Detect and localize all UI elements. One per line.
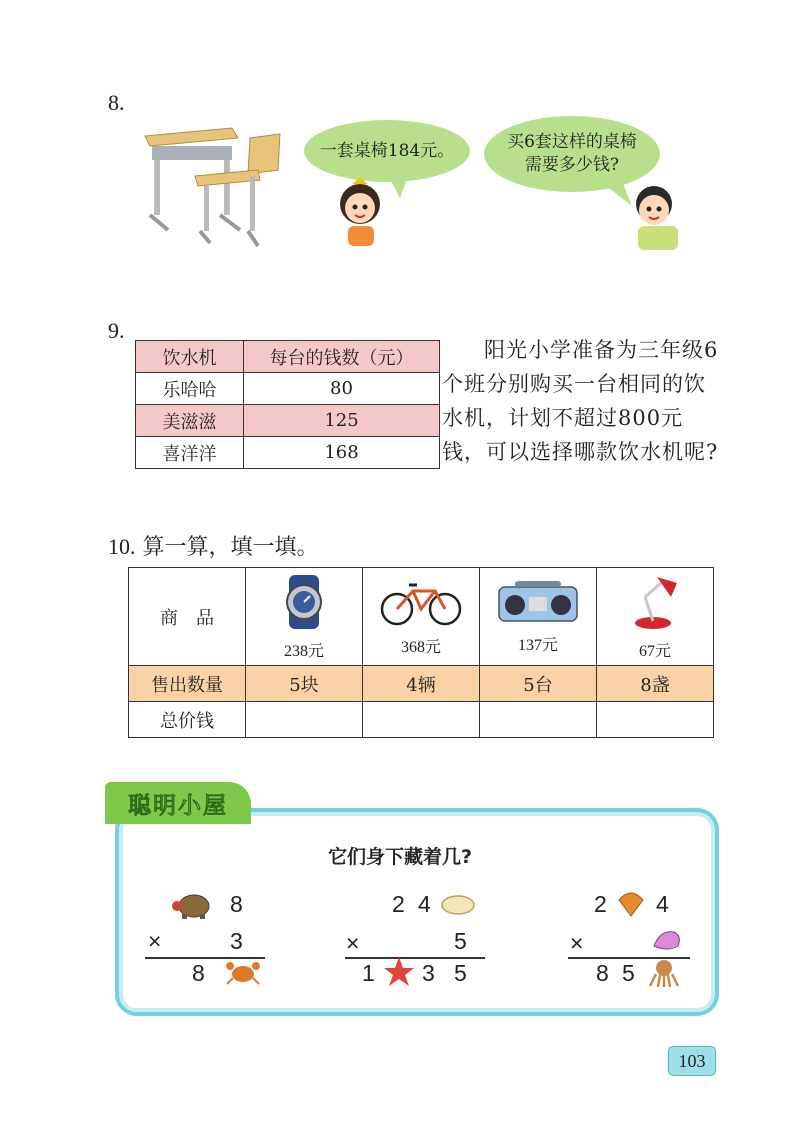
dispenser-name: 乐哈哈 — [136, 373, 244, 405]
total-answer-cell[interactable] — [597, 702, 714, 738]
sold-quantity: 4辆 — [363, 666, 480, 702]
dispenser-name: 喜洋洋 — [136, 437, 244, 469]
conch-shell-icon — [650, 926, 684, 954]
row-label-total: 总价钱 — [129, 702, 246, 738]
puzzle2-top-digit: 4 — [418, 891, 431, 917]
sold-quantity: 8盏 — [597, 666, 714, 702]
octopus-icon — [646, 958, 682, 988]
problem-9-paragraph: 阳光小学准备为三年级6个班分别购买一台相同的饮水机，计划不超过800元钱，可以选择哪款饮水机呢? — [442, 338, 719, 464]
dispenser-price: 168 — [244, 437, 440, 469]
puzzle-title: 聪明小屋 — [105, 782, 251, 824]
dispenser-name: 美滋滋 — [136, 405, 244, 437]
puzzle3-multiply-sign: × — [570, 930, 584, 956]
puzzle2-line — [345, 957, 485, 959]
total-answer-cell[interactable] — [363, 702, 480, 738]
page-number: 103 — [668, 1046, 716, 1076]
product-cell — [480, 568, 597, 666]
problem-9-text — [442, 333, 722, 469]
puzzle2-result-digit: 3 — [422, 960, 435, 986]
puzzle3-result-digit: 5 — [622, 960, 635, 986]
header-dispenser: 饮水机 — [136, 341, 244, 373]
puzzle2-result-digit: 1 — [362, 960, 375, 986]
product-row — [129, 568, 714, 666]
dispenser-price: 80 — [244, 373, 440, 405]
row-label-product: 商 品 — [129, 568, 246, 666]
sold-quantity: 5块 — [246, 666, 363, 702]
puzzle1-multiplier: 3 — [230, 928, 243, 954]
turtle-icon — [172, 890, 214, 920]
water-dispenser-table — [135, 340, 440, 469]
puzzle-question: 它们身下藏着几? — [327, 846, 473, 868]
puzzle3-top-digit: 2 — [594, 891, 607, 917]
header-price: 每台的钱数（元） — [244, 341, 440, 373]
crab-icon — [225, 958, 261, 986]
product-price: 67元 — [638, 642, 671, 660]
problem-10-number: 10. — [108, 534, 136, 559]
problem-8-number: 8. — [108, 90, 125, 115]
dispenser-price: 125 — [244, 405, 440, 437]
sold-quantity: 5台 — [480, 666, 597, 702]
product-price: 238元 — [283, 642, 324, 660]
clam-shell-icon — [440, 893, 476, 917]
sold-row — [129, 666, 714, 702]
total-answer-cell[interactable] — [246, 702, 363, 738]
puzzle2-top-digit: 2 — [392, 891, 405, 917]
boy-speech-line2: 需要多少钱? — [524, 155, 620, 175]
boy-character-icon — [618, 178, 686, 252]
table-row — [136, 405, 440, 437]
puzzle1-top-digit: 8 — [230, 891, 243, 917]
desk-lamp-icon — [627, 573, 683, 631]
puzzle1-multiply-sign: × — [148, 928, 162, 954]
problem-10-heading — [108, 530, 319, 561]
problem-9-number: 9. — [108, 318, 125, 343]
product-cell — [246, 568, 363, 666]
table-header-row — [136, 341, 440, 373]
girl-speech-text: 一套桌椅184元。 — [319, 140, 455, 161]
starfish-icon — [383, 956, 415, 988]
sales-table — [128, 567, 714, 738]
girl-character-icon — [330, 176, 394, 248]
row-label-sold: 售出数量 — [129, 666, 246, 702]
product-price: 368元 — [400, 638, 441, 656]
product-cell — [363, 568, 480, 666]
table-row — [136, 437, 440, 469]
product-price: 137元 — [517, 636, 558, 654]
table-row — [136, 373, 440, 405]
puzzle2-multiplier: 5 — [454, 928, 467, 954]
puzzle3-top-digit: 4 — [656, 891, 669, 917]
product-cell — [597, 568, 714, 666]
total-row — [129, 702, 714, 738]
puzzle3-result-digit: 8 — [596, 960, 609, 986]
bicycle-icon — [379, 577, 463, 627]
desk-chair-illustration — [140, 118, 285, 253]
radio-icon — [495, 579, 581, 625]
scallop-shell-icon — [616, 890, 646, 918]
total-answer-cell[interactable] — [480, 702, 597, 738]
puzzle1-result-digit: 8 — [192, 960, 205, 986]
watch-icon — [279, 573, 329, 631]
boy-speech-line1: 买6套这样的桌椅 — [507, 132, 637, 153]
puzzle2-multiply-sign: × — [346, 930, 360, 956]
problem-10-instruction: 算一算，填一填。 — [142, 535, 319, 560]
puzzle2-result-digit: 5 — [454, 960, 467, 986]
